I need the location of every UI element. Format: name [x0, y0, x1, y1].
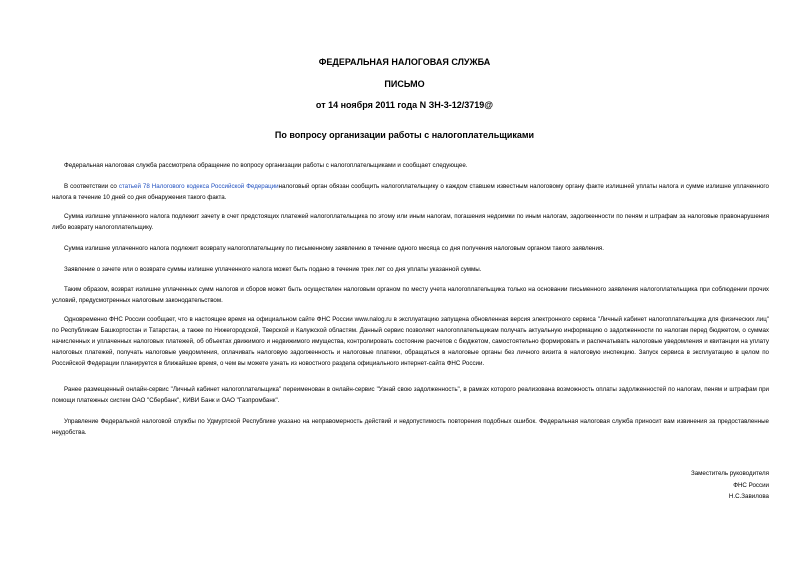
paragraph-refund-term: Сумма излишне уплаченного налога подлежит возврату налогоплательщику по письменному заявлению в течение одного месяца со дня получения налоговым органом такого заявления. [64, 245, 604, 252]
tax-code-article-link[interactable]: статьей 78 Налогового кодекса Российской Федерации [118, 183, 279, 190]
signature-position: Заместитель руководителя [690, 470, 769, 477]
paragraph-conclusion: Таким образом, возврат излишне уплаченных сумм налогов и сборов может быть осуществлен налоговым органом по месту учета налогоплательщика только на основании письменного заявления налогоплательщика при соблюдении прочих условий, предусмотренных налоговым законодательством. [52, 286, 769, 304]
paragraph-text-after-link: налоговый орган обязан сообщить налогоплательщику о каждом ставшем известным налоговому органу факте излишней уплаты налога и сумме излишне уплаченного налога в течение 10 дней со дня обнаружения такого факта. [52, 183, 769, 201]
document-subject: По вопросу организации работы с налогоплательщиками [274, 130, 535, 140]
paragraph-online-service: Одновременно ФНС России сообщает, что в настоящее время на официальном сайте ФНС России www.nalog.ru в эксплуатацию запущена обновленная версия электронного сервиса "Личный кабинет налогоплательщика для физических лиц" по Республикам Башкортостан и Татарстан, а также по Нижегородской, Тверской и Калужской областям. Данный сервис позволяет налогоплательщикам получать актуальную информацию о задолженности по налогам перед бюджетом, о суммах начисленных и уплаченных налоговых платежей, об объектах движимого и недвижимого имущества, контролировать состояние расчетов с бюджетом, самостоятельно формировать и распечатывать налоговые уведомления и квитанции на уплату налоговых платежей, получать налоговые уведомления, оплачивать налоговую задолженность и налоговые платежи, обращаться в налоговые органы без личного визита в налоговую инспекцию. Запуск сервиса в эксплуатацию в целом по Российской Федерации планируется в ближайшее время, о чем вы можете узнать из новостного раздела официального интернет-сайта ФНС России. [52, 316, 769, 367]
paragraph-article-78 [52, 181, 769, 203]
agency-title: ФЕДЕРАЛЬНАЯ НАЛОГОВАЯ СЛУЖБА [318, 57, 491, 67]
paragraph-application-term: Заявление о зачете или о возврате суммы излишне уплаченного налога может быть подано в течение трех лет со дня уплаты указанной суммы. [64, 266, 482, 273]
signature-organization: ФНС России [733, 481, 769, 489]
paragraph-intro: Федеральная налоговая служба рассмотрела обращение по вопросу организации работы с налогоплательщиками и сообщает следующее. [64, 162, 468, 169]
paragraph-renamed-service: Ранее размещенный онлайн-сервис "Личный кабинет налогоплательщика" переименован в онлайн-сервис "Узнай свою задолженность", в рамках которого реализована возможность оплаты задолженностей по налогам, пеням и штрафам при помощи платежных систем ОАО "Сбербанк", КИВИ Банк и ОАО "Газпромбанк". [52, 386, 769, 404]
paragraph-offset-rules: Сумма излишне уплаченного налога подлежит зачету в счет предстоящих платежей налогоплательщика по этому или иным налогам, погашения недоимки по иным налогам, задолженности по пеням и штрафам за налоговые правонарушения либо возврату налогоплательщику. [52, 213, 769, 231]
signature-block [569, 468, 769, 503]
document-reference: от 14 ноября 2011 года N ЗН-3-12/3719@ [315, 100, 494, 110]
document-type: ПИСЬМО [384, 79, 425, 89]
signature-name: Н.С.Завилова [728, 493, 769, 500]
paragraph-text-before-link: В соответствии со [64, 183, 119, 190]
paragraph-apology: Управление Федеральной налоговой службы по Удмуртской Республике указано на неправомерность действий и недопустимость повторения подобных ошибок. Федеральная налоговая служба приносит вам извинения за предоставленные неудобства. [52, 418, 769, 436]
